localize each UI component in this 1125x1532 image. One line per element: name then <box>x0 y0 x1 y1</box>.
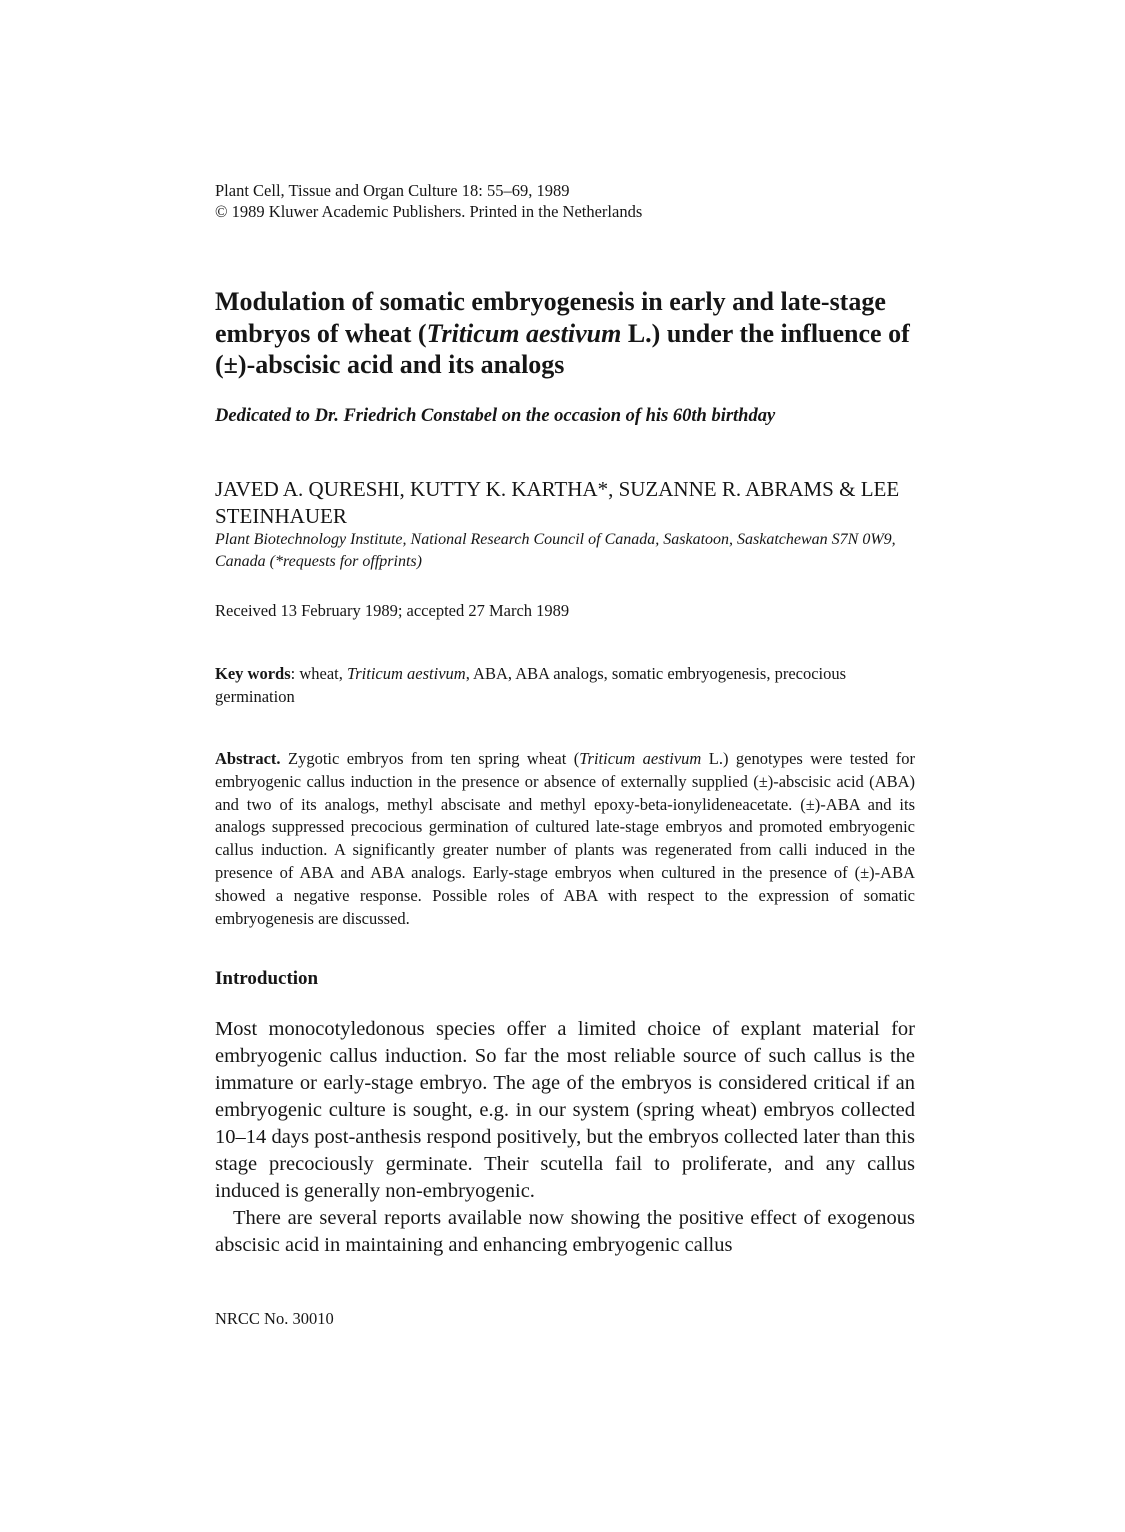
keywords-label: Key words <box>215 664 291 683</box>
title-part-2: L.) under the influence of (±)-abscisic acid and its analogs <box>215 318 910 379</box>
keywords-post: , ABA, ABA analogs, somatic embryogenesis, precocious germination <box>215 664 847 706</box>
introduction-heading: Introduction <box>215 968 319 989</box>
article-title <box>215 286 935 381</box>
footnote: NRCC No. 30010 <box>215 1309 334 1328</box>
introduction-paragraph-1: Most monocotyledonous species offer a limited choice of explant material for embryogenic callus induction. So far the most reliable source of such callus is the immature or early-stage embryo. The age of the embryos is considered critical if an embryogenic culture is sought, e.g. in our system (spring wheat) embryos collected 10–14 days post-anthesis respond positively, but the embryos collected later than this stage precociously germinate. Their scutella fail to proliferate, and any callus induced is generally non-embryogenic. <box>215 1018 915 1202</box>
introduction-body <box>215 1016 915 1259</box>
abstract-post: L.) genotypes were tested for embryogenic callus induction in the presence or absence of externally supplied (±)-abscisic acid (ABA) and two of its analogs, methyl abscisate and methyl epoxy-beta-ionylideneacetate. (±)-ABA and its analogs suppressed precocious germination of cultured late-stage embryos and promoted embryogenic callus induction. A significantly greater number of plants was regenerated from calli induced in the presence of ABA and ABA analogs. Early-stage embryos when cultured in the presence of (±)-ABA showed a negative response. Possible roles of ABA with respect to the expression of somatic embryogenesis are discussed. <box>215 749 915 928</box>
abstract-species: Triticum aestivum <box>579 749 702 768</box>
keywords-species: Triticum aestivum <box>346 664 466 683</box>
keywords <box>215 662 915 708</box>
dedication: Dedicated to Dr. Friedrich Constabel on the occasion of his 60th birthday <box>215 406 776 426</box>
journal-header <box>215 180 642 222</box>
abstract-pre: Zygotic embryos from ten spring wheat ( <box>280 749 580 768</box>
copyright-line: © 1989 Kluwer Academic Publishers. Printed in the Netherlands <box>215 202 643 221</box>
received-dates: Received 13 February 1989; accepted 27 March 1989 <box>215 601 570 620</box>
abstract-label: Abstract. <box>215 749 281 768</box>
abstract <box>215 748 915 930</box>
title-part-1: Modulation of somatic embryogenesis in early and late-stage embryos of wheat ( <box>215 287 886 348</box>
affiliation: Plant Biotechnology Institute, National Research Council of Canada, Saskatoon, Saskatchewan S7N 0W9, Canada (*requests for offprints) <box>215 531 896 570</box>
introduction-paragraph-2: There are several reports available now showing the positive effect of exogenous abscisic acid in maintaining and enhancing embryogenic callus <box>215 1207 915 1256</box>
author-list: JAVED A. QURESHI, KUTTY K. KARTHA*, SUZANNE R. ABRAMS & LEE STEINHAUER <box>215 477 900 528</box>
journal-citation: Plant Cell, Tissue and Organ Culture 18: 55–69, 1989 <box>215 181 570 200</box>
keywords-pre: : wheat, <box>290 664 347 683</box>
title-species: Triticum aestivum <box>426 318 622 348</box>
